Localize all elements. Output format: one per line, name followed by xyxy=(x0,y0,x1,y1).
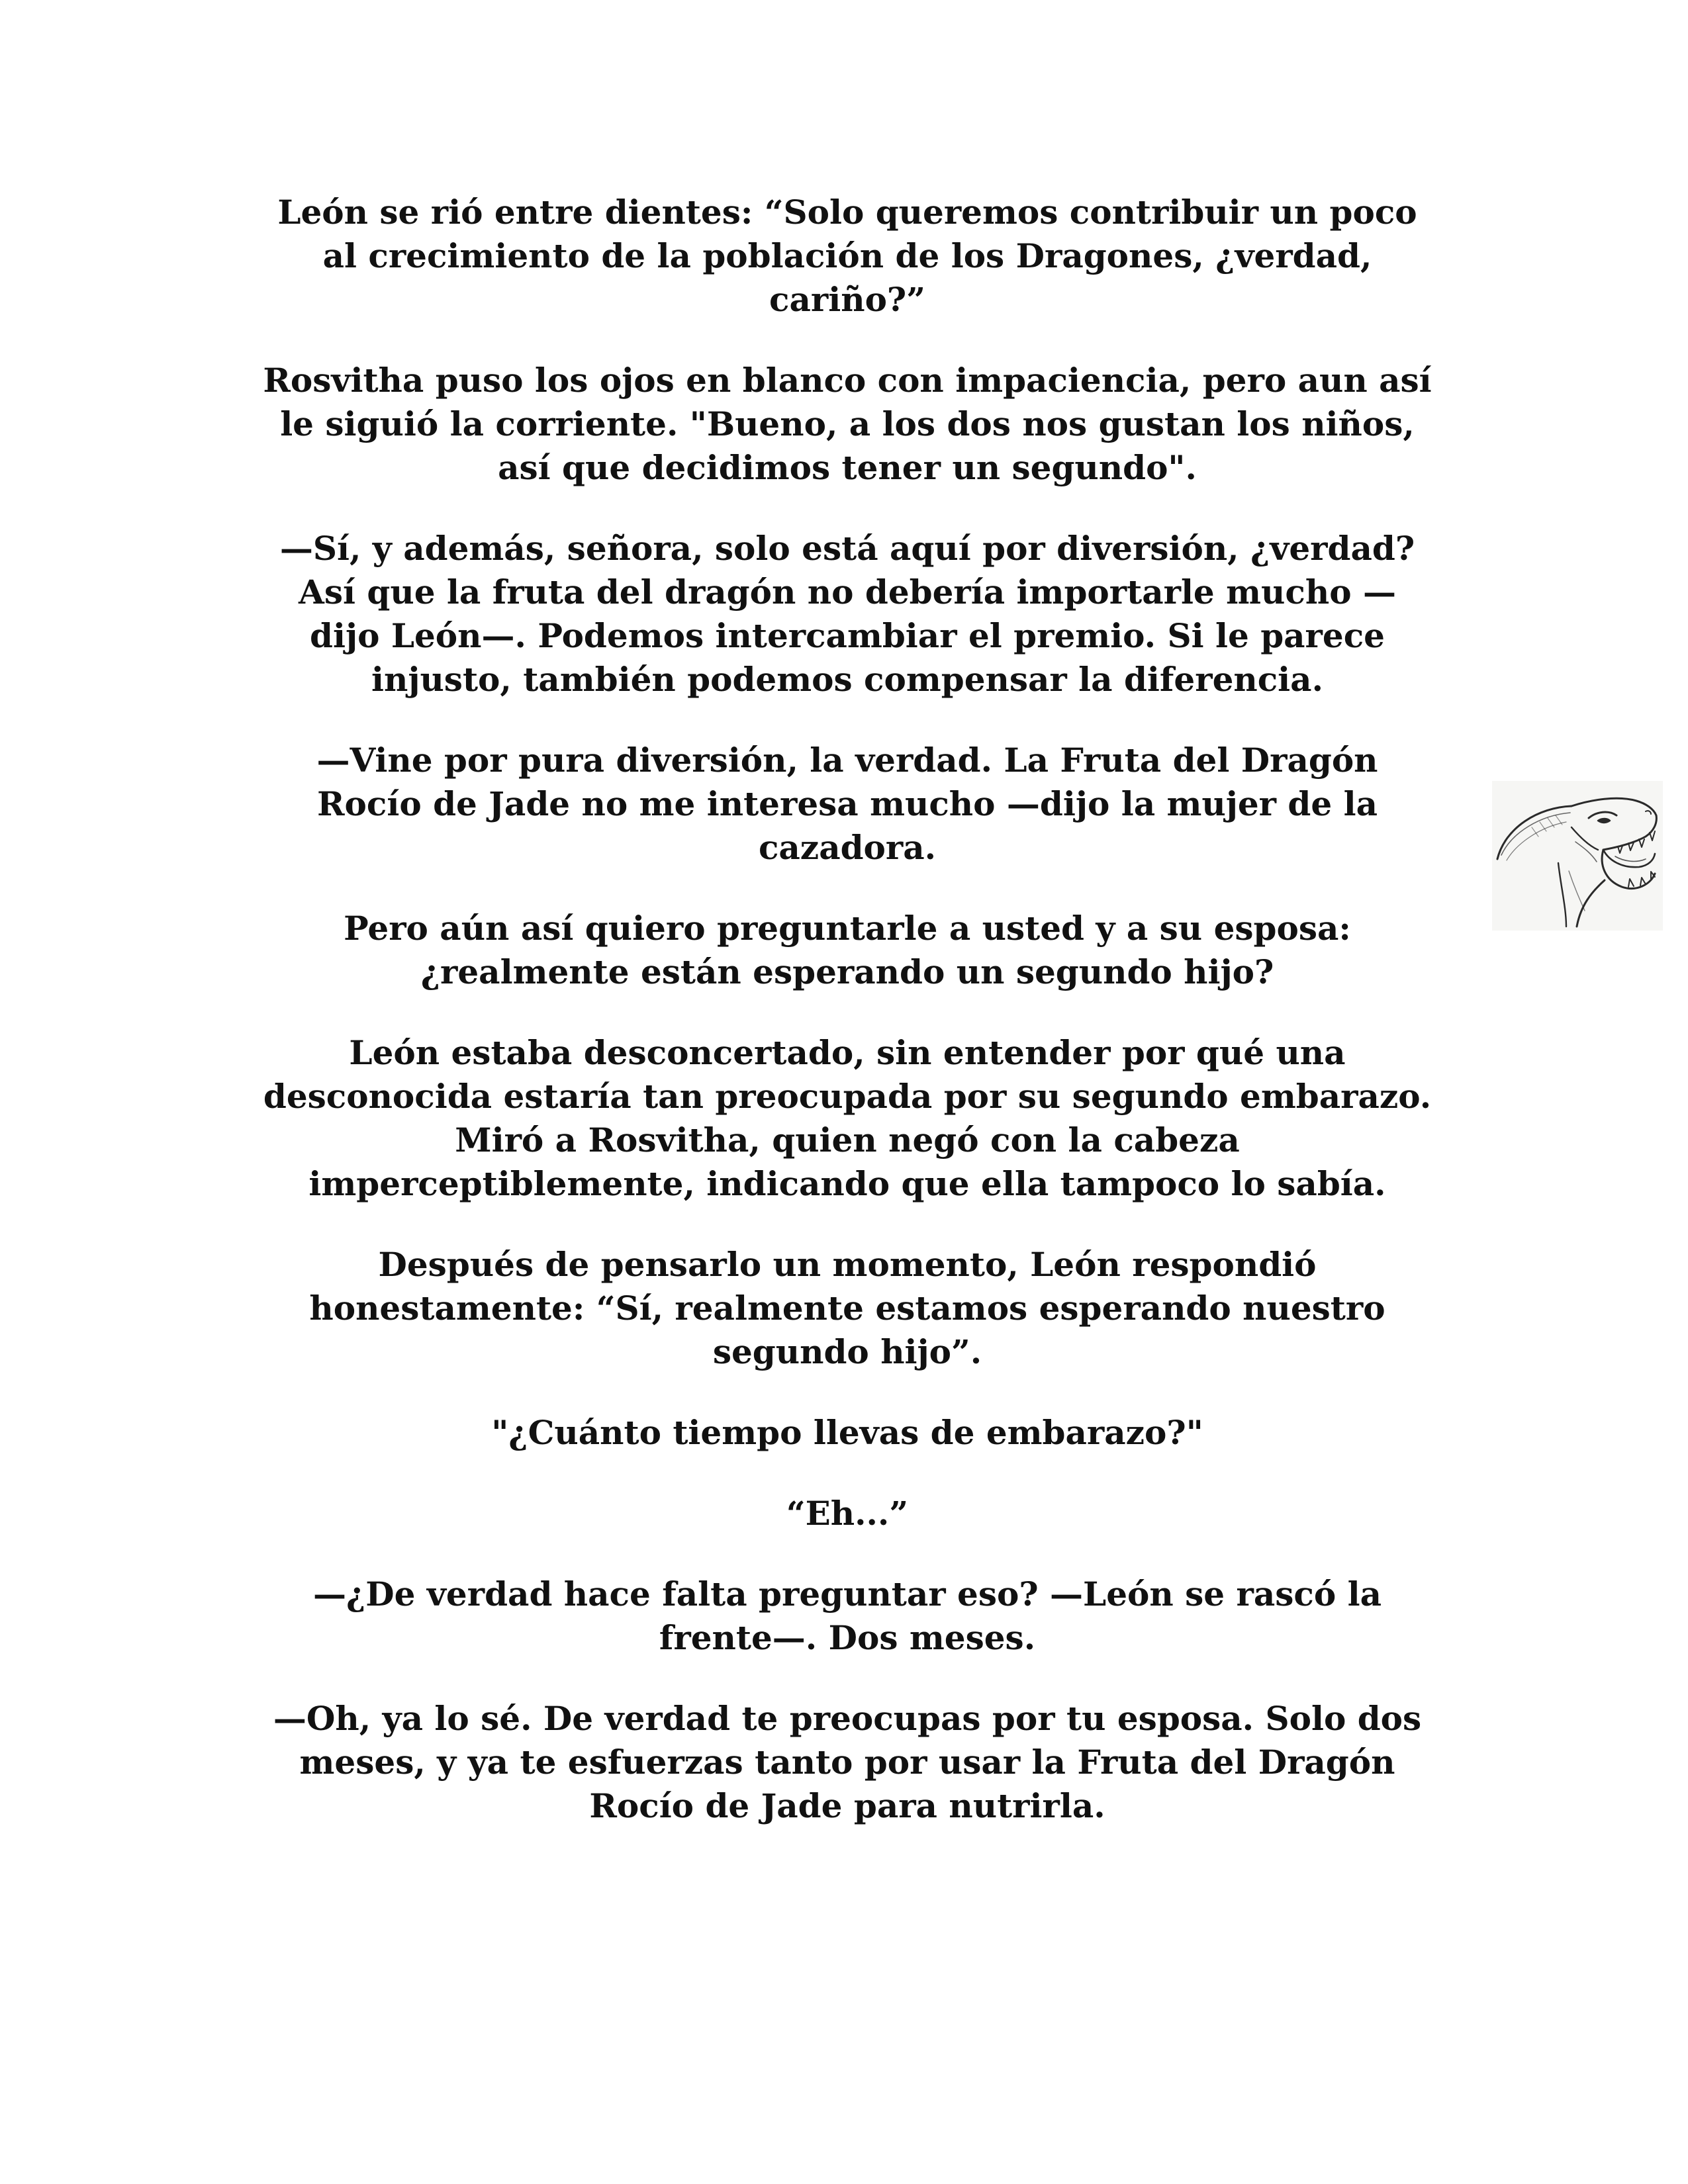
paragraph-11-line-2: meses, y ya te esfuerzas tanto por usar la Fruta del Dragón xyxy=(299,1743,1395,1782)
paragraph-6 xyxy=(225,1031,1470,1206)
paragraph-7-line-2: honestamente: “Sí, realmente estamos esperando nuestro xyxy=(309,1289,1385,1328)
paragraph-4-line-3: cazadora. xyxy=(758,828,937,867)
paragraph-2-line-2: le siguió la corriente. "Bueno, a los dos nos gustan los niños, xyxy=(280,404,1415,443)
paragraph-5-line-2: ¿realmente están esperando un segundo hijo? xyxy=(420,952,1274,991)
paragraph-9 xyxy=(225,1492,1470,1535)
paragraph-6-line-4: imperceptiblemente, indicando que ella tampoco lo sabía. xyxy=(308,1164,1386,1203)
paragraph-7-line-1: Después de pensarlo un momento, León respondió xyxy=(378,1245,1317,1284)
dragon-head-sketch-icon xyxy=(1492,781,1663,931)
paragraph-3-line-4: injusto, también podemos compensar la diferencia. xyxy=(371,660,1323,699)
paragraph-9-line-1: “Eh...” xyxy=(786,1494,909,1533)
paragraph-5 xyxy=(225,907,1470,994)
paragraph-6-line-2: desconocida estaría tan preocupada por su segundo embarazo. xyxy=(263,1077,1432,1116)
paragraph-1-line-3: cariño?” xyxy=(769,280,925,319)
story-text xyxy=(225,191,1470,1865)
paragraph-7 xyxy=(225,1243,1470,1374)
paragraph-1-line-2: al crecimiento de la población de los Dragones, ¿verdad, xyxy=(322,236,1372,275)
paragraph-2-line-3: así que decidimos tener un segundo". xyxy=(498,448,1197,487)
paragraph-10 xyxy=(225,1572,1470,1660)
paragraph-1-line-1: León se rió entre dientes: “Solo queremos contribuir un poco xyxy=(277,193,1417,232)
paragraph-3-line-2: Así que la fruta del dragón no debería importarle mucho — xyxy=(299,572,1396,612)
paragraph-1 xyxy=(225,191,1470,322)
paragraph-2-line-1: Rosvitha puso los ojos en blanco con impaciencia, pero aun así xyxy=(263,361,1432,400)
paragraph-11-line-1: —Oh, ya lo sé. De verdad te preocupas por tu esposa. Solo dos xyxy=(273,1699,1422,1738)
paragraph-10-line-2: frente—. Dos meses. xyxy=(659,1618,1036,1657)
paragraph-4 xyxy=(225,739,1470,870)
paragraph-4-line-1: —Vine por pura diversión, la verdad. La Fruta del Dragón xyxy=(316,741,1378,780)
paragraph-6-line-3: Miró a Rosvitha, quien negó con la cabeza xyxy=(455,1120,1240,1160)
paragraph-3 xyxy=(225,527,1470,702)
paragraph-5-line-1: Pero aún así quiero preguntarle a usted y a su esposa: xyxy=(344,909,1351,948)
paragraph-7-line-3: segundo hijo”. xyxy=(712,1332,982,1371)
paragraph-11 xyxy=(225,1697,1470,1828)
paragraph-8-line-1: "¿Cuánto tiempo llevas de embarazo?" xyxy=(491,1413,1203,1452)
paragraph-4-line-2: Rocío de Jade no me interesa mucho —dijo la mujer de la xyxy=(316,784,1378,823)
paragraph-3-line-3: dijo León—. Podemos intercambiar el premio. Si le parece xyxy=(310,616,1385,655)
paragraph-3-line-1: —Sí, y además, señora, solo está aquí por diversión, ¿verdad? xyxy=(279,529,1415,568)
paragraph-2 xyxy=(225,359,1470,490)
paragraph-8 xyxy=(225,1411,1470,1455)
paragraph-10-line-1: —¿De verdad hace falta preguntar eso? —León se rascó la xyxy=(313,1574,1382,1614)
paragraph-6-line-1: León estaba desconcertado, sin entender por qué una xyxy=(349,1033,1346,1072)
paragraph-11-line-3: Rocío de Jade para nutrirla. xyxy=(589,1786,1105,1825)
